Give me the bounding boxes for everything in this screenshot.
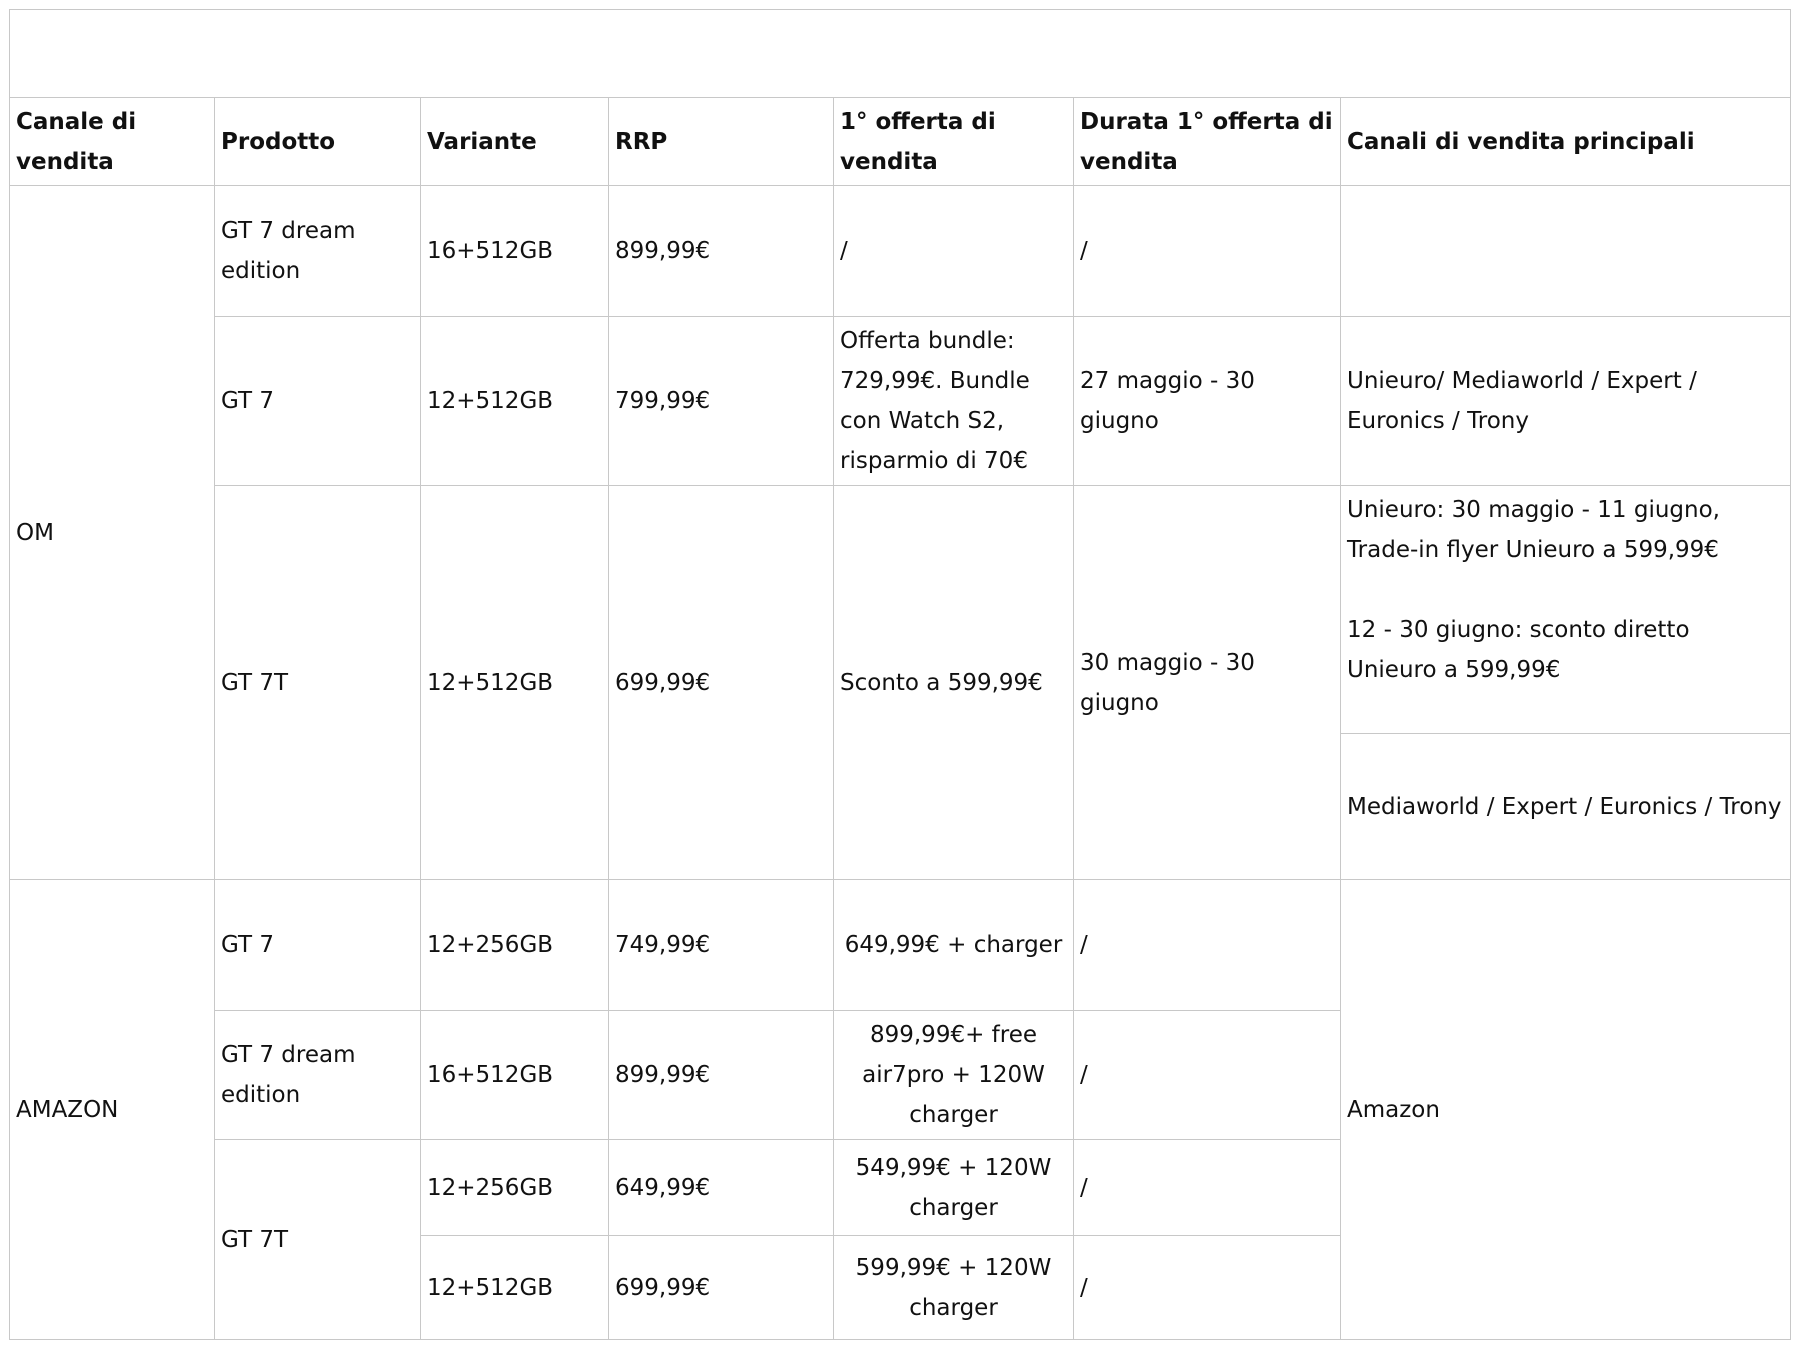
table-row — [10, 186, 1791, 317]
rrp-cell: 899,99€ — [609, 186, 834, 317]
header-durata: Durata 1° offerta di vendita — [1074, 98, 1341, 186]
duration-cell: / — [1074, 1236, 1341, 1340]
variant-cell: 12+256GB — [421, 1140, 609, 1236]
unieuro-tradein-text: Unieuro: 30 maggio - 11 giugno, Trade-in flyer Unieuro a 599,99€ — [1347, 497, 1720, 563]
channel-cell-amazon: AMAZON — [10, 880, 215, 1340]
table-row — [10, 880, 1791, 1011]
variant-cell: 12+512GB — [421, 317, 609, 486]
rrp-cell: 699,99€ — [609, 486, 834, 880]
rrp-cell: 699,99€ — [609, 1236, 834, 1340]
header-rrp: RRP — [609, 98, 834, 186]
unieuro-discount-text: 12 - 30 giugno: sconto diretto Unieuro a 599,99€ — [1347, 617, 1690, 683]
empty-title-cell — [10, 10, 1791, 98]
table-row — [10, 486, 1791, 734]
main-channels-cell — [1341, 486, 1791, 734]
duration-cell: / — [1074, 1011, 1341, 1140]
header-prodotto: Prodotto — [215, 98, 421, 186]
header-variante: Variante — [421, 98, 609, 186]
product-cell: GT 7T — [215, 486, 421, 880]
duration-cell: 27 maggio - 30 giugno — [1074, 317, 1341, 486]
variant-cell: 16+512GB — [421, 1011, 609, 1140]
rrp-cell: 899,99€ — [609, 1011, 834, 1140]
variant-cell: 12+512GB — [421, 486, 609, 880]
product-cell: GT 7 dream edition — [215, 186, 421, 317]
rrp-cell: 799,99€ — [609, 317, 834, 486]
offer-cell: Offerta bundle: 729,99€. Bundle con Watch S2, risparmio di 70€ — [834, 317, 1074, 486]
main-channels-cell — [1341, 186, 1791, 317]
duration-cell: 30 maggio - 30 giugno — [1074, 486, 1341, 880]
product-cell: GT 7 dream edition — [215, 1011, 421, 1140]
offer-cell: 599,99€ + 120W charger — [834, 1236, 1074, 1340]
product-cell: GT 7 — [215, 317, 421, 486]
header-offerta: 1° offerta di vendita — [834, 98, 1074, 186]
header-canale: Canale di vendita — [10, 98, 215, 186]
main-channels-cell: Mediaworld / Expert / Euronics / Trony — [1341, 734, 1791, 880]
rrp-cell: 749,99€ — [609, 880, 834, 1011]
main-channels-cell: Unieuro/ Mediaworld / Expert / Euronics / Trony — [1341, 317, 1791, 486]
variant-cell: 12+512GB — [421, 1236, 609, 1340]
offer-cell: 649,99€ + charger — [834, 880, 1074, 1011]
rrp-cell: 649,99€ — [609, 1140, 834, 1236]
offer-cell: 899,99€+ free air7pro + 120W charger — [834, 1011, 1074, 1140]
table-title-row — [10, 10, 1791, 98]
variant-cell: 16+512GB — [421, 186, 609, 317]
product-cell: GT 7T — [215, 1140, 421, 1340]
duration-cell: / — [1074, 1140, 1341, 1236]
channel-cell-om: OM — [10, 186, 215, 880]
main-channels-cell: Amazon — [1341, 880, 1791, 1340]
offer-cell: / — [834, 186, 1074, 317]
table-header-row — [10, 98, 1791, 186]
variant-cell: 12+256GB — [421, 880, 609, 1011]
offer-cell: 549,99€ + 120W charger — [834, 1140, 1074, 1236]
table-row — [10, 317, 1791, 486]
sales-table — [9, 9, 1791, 1340]
offer-cell: Sconto a 599,99€ — [834, 486, 1074, 880]
duration-cell: / — [1074, 880, 1341, 1011]
duration-cell: / — [1074, 186, 1341, 317]
product-cell: GT 7 — [215, 880, 421, 1011]
header-canali-principali: Canali di vendita principali — [1341, 98, 1791, 186]
